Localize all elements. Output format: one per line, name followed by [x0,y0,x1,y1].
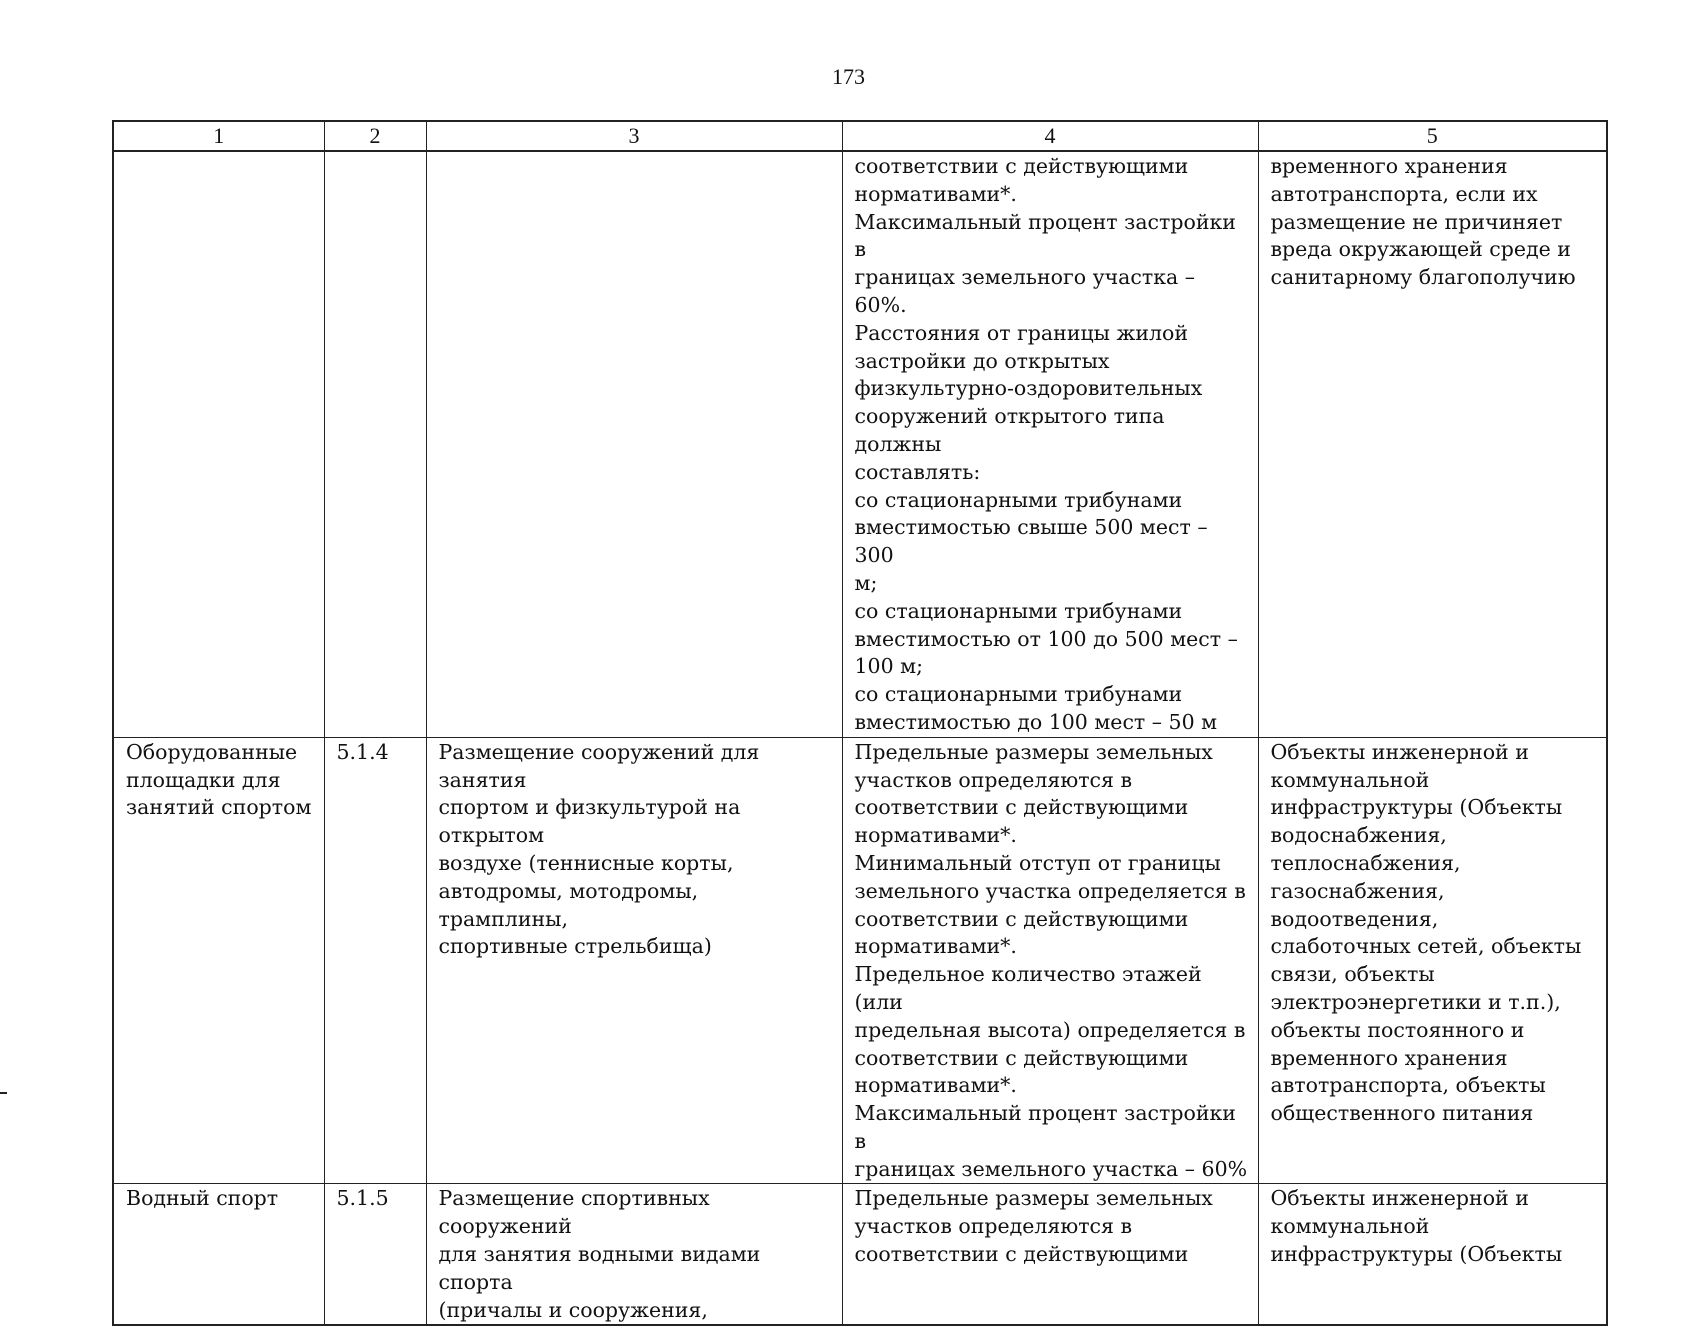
table-row [113,1184,1607,1325]
page-number: 173 [832,64,865,89]
cell-limit-parameters: Предельные размеры земельных участков определяются в соответствии с действующими [842,1184,1258,1325]
zoning-table [112,120,1608,1326]
header-row [113,121,1607,151]
cell-limit-parameters: соответствии с действующими нормативами*. Максимальный процент застройки в границах земельного участка – 60%. Расстояния от границы жилой застройки до открытых физкультурно-оздоровительных сооружений открытого типа должны составлять: со стационарными трибунами вместимостью свыше 500 мест – 300 м; со стационарными трибунами вместимостью от 100 до 500 мест – 100 м; со стационарными трибунами вместимостью до 100 мест – 50 м [842,151,1258,737]
cell-use-description: Размещение спортивных сооружений для занятия водными видами спорта (причалы и сооружения, [426,1184,842,1325]
column-header-1: 1 [113,121,324,151]
cell-use-name: Водный спорт [113,1184,324,1325]
cell-auxiliary-uses: Объекты инженерной и коммунальной инфраструктуры (Объекты [1258,1184,1607,1325]
cell-use-name [113,151,324,737]
cell-use-description [426,151,842,737]
cell-use-code: 5.1.5 [324,1184,426,1325]
cell-limit-parameters: Предельные размеры земельных участков определяются в соответствии с действующими нормативами*. Минимальный отступ от границы земельного участка определяется в соответствии с действующими нормативами*. Предельное количество этажей (или предельная высота) определяется в соответствии с действующими нормативами*. Максимальный процент застройки в границах земельного участка – 60% [842,737,1258,1184]
cell-use-code [324,151,426,737]
table-row [113,737,1607,1184]
cell-use-code: 5.1.4 [324,737,426,1184]
margin-mark [0,1092,7,1094]
cell-auxiliary-uses: Объекты инженерной и коммунальной инфраструктуры (Объекты водоснабжения, теплоснабжения, газоснабжения, водоотведения, слаботочных сетей, объекты связи, объекты электроэнергетики и т.п.), объекты постоянного и временного хранения автотранспорта, объекты общественного питания [1258,737,1607,1184]
column-header-5: 5 [1258,121,1607,151]
cell-use-description: Размещение сооружений для занятия спортом и физкультурой на открытом воздухе (теннисные корты, автодромы, мотодромы, трамплины, спортивные стрельбища) [426,737,842,1184]
column-header-4: 4 [842,121,1258,151]
column-header-3: 3 [426,121,842,151]
column-header-2: 2 [324,121,426,151]
cell-auxiliary-uses: временного хранения автотранспорта, если их размещение не причиняет вреда окружающей среде и санитарному благополучию [1258,151,1607,737]
table-row [113,151,1607,737]
cell-use-name: Оборудованные площадки для занятий спортом [113,737,324,1184]
